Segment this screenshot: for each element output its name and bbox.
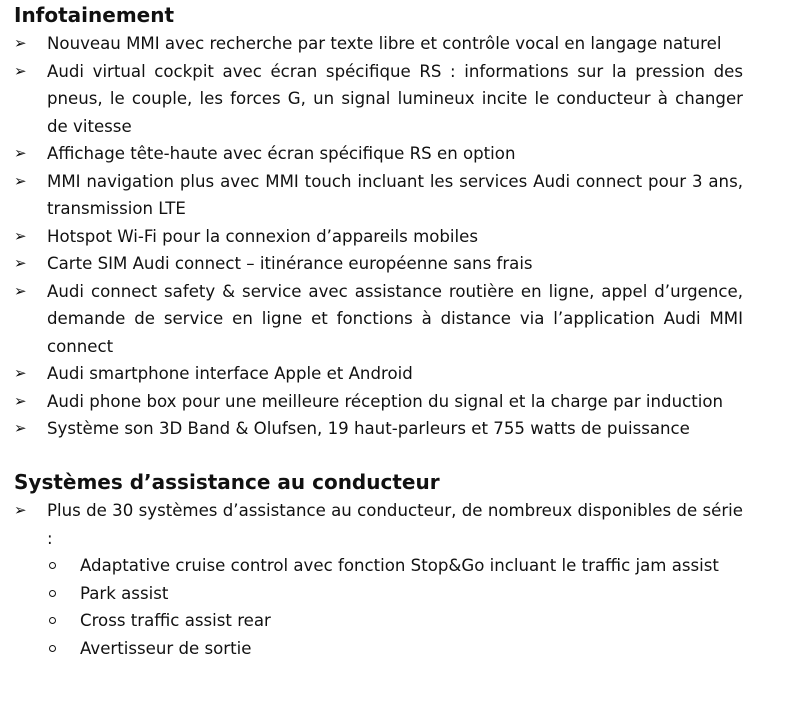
arrow-bullet-icon: ➢ <box>14 419 27 437</box>
list-item <box>14 30 743 58</box>
list-item-text: Hotspot Wi-Fi pour la connexion d’appareils mobiles <box>47 226 479 246</box>
arrow-bullet-icon: ➢ <box>14 226 27 245</box>
list-item <box>14 278 743 361</box>
list-item-text: Carte SIM Audi connect – itinérance européenne sans frais <box>47 254 533 273</box>
circle-bullet-icon <box>49 617 56 624</box>
list-item <box>14 250 743 278</box>
list-item-text: Affichage tête-haute avec écran spécifique RS en option <box>47 144 516 163</box>
sub-list-item <box>14 552 743 580</box>
circle-bullet-icon <box>49 645 56 652</box>
arrow-bullet-icon: ➢ <box>14 34 27 52</box>
list-item <box>14 223 743 251</box>
sub-list-item <box>14 635 743 663</box>
arrow-bullet-icon: ➢ <box>14 391 27 410</box>
sub-list-item <box>14 580 743 608</box>
arrow-bullet-icon: ➢ <box>14 501 27 519</box>
list-item-text: Nouveau MMI avec recherche par texte libre et contrôle vocal en langage naturel <box>47 34 722 53</box>
list-item-text: Audi phone box pour une meilleure réception du signal et la charge par induction <box>47 391 724 411</box>
arrow-bullet-icon: ➢ <box>14 254 27 272</box>
list-item <box>14 168 743 223</box>
circle-bullet-icon <box>49 562 56 569</box>
sub-list-item <box>14 607 743 635</box>
infotainment-list <box>14 30 743 443</box>
list-item-text: Plus de 30 systèmes d’assistance au conducteur, de nombreux disponibles de série : <box>47 501 743 548</box>
section-heading-infotainment: Infotainement <box>14 3 175 27</box>
sub-list-item-text: Park assist <box>80 583 169 603</box>
list-item <box>14 58 743 141</box>
section-heading-assistance: Systèmes d’assistance au conducteur <box>14 470 440 494</box>
list-item <box>14 360 743 388</box>
list-item <box>14 388 743 416</box>
list-item-text: MMI navigation plus avec MMI touch incluant les services Audi connect pour 3 ans, transmission LTE <box>47 171 743 218</box>
list-item-text: Audi smartphone interface Apple et Android <box>47 364 413 383</box>
list-item-text: Audi virtual cockpit avec écran spécifique RS : informations sur la pression des pneus, le couple, les forces G, un signal lumineux incite le conducteur à changer de vitesse <box>47 61 743 136</box>
sub-list-item-text: Adaptative cruise control avec fonction Stop&Go incluant le traffic jam assist <box>80 556 719 575</box>
sub-list-item-text: Cross traffic assist rear <box>80 611 271 630</box>
circle-bullet-icon <box>49 590 56 597</box>
sub-list-item-text: Avertisseur de sortie <box>80 638 252 658</box>
arrow-bullet-icon: ➢ <box>14 281 27 300</box>
list-item <box>14 497 743 552</box>
list-item <box>14 140 743 168</box>
list-item <box>14 415 743 443</box>
list-item-text: Audi connect safety & service avec assistance routière en ligne, appel d’urgence, demande de service en ligne et fonctions à distance via l’application Audi MMI connect <box>47 281 743 356</box>
assistance-list <box>14 497 743 552</box>
arrow-bullet-icon: ➢ <box>14 364 27 382</box>
list-item-text: Système son 3D Band & Olufsen, 19 haut-parleurs et 755 watts de puissance <box>47 419 690 438</box>
arrow-bullet-icon: ➢ <box>14 171 27 190</box>
arrow-bullet-icon: ➢ <box>14 144 27 162</box>
arrow-bullet-icon: ➢ <box>14 61 27 80</box>
assistance-sub-list <box>14 552 743 662</box>
